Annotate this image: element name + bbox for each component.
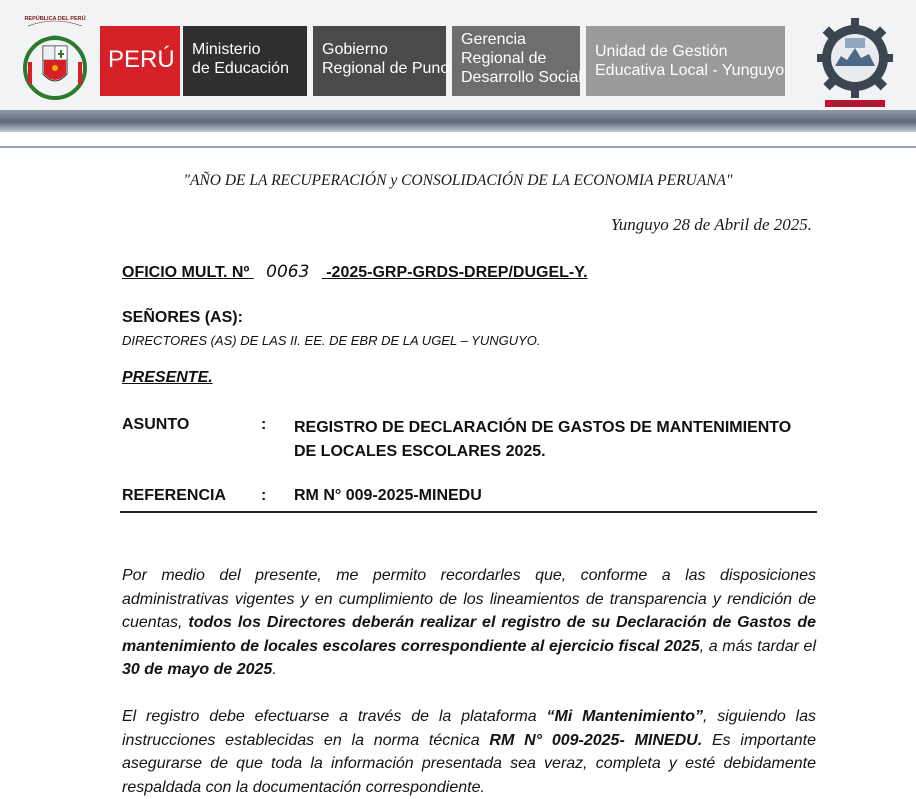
asunto-text: REGISTRO DE DECLARACIÓN DE GASTOS DE MANTENIMIENTO DE LOCALES ESCOLARES 2025. <box>294 419 792 460</box>
p1-text-b: todos los Directores deberán realizar el registro de su Declaración de Gastos de mantenimiento de locales escolares correspondiente al ejercicio fiscal 2025 <box>122 614 816 655</box>
peru-box <box>100 26 180 96</box>
ugel-box <box>586 26 785 96</box>
oficio-suffix: -2025-GRP-GRDS-DREP/DUGEL-Y. <box>326 264 588 281</box>
gerencia-line-1: Gerencia <box>461 31 526 48</box>
body-paragraph-2 <box>122 705 816 799</box>
ugel-gear-logo-icon <box>815 14 895 110</box>
crest-label: REPÚBLICA DEL PERÚ <box>24 16 86 22</box>
p2-text-a: El registro debe efectuarse a través de la plataforma <box>122 708 547 725</box>
presente-label: PRESENTE. <box>122 369 213 386</box>
p1-text-a: Por medio del presente, me permito recordarles que, conforme a las disposiciones administrativas vigentes y en cumplimiento de los lineamientos de transparencia y rendición de cuentas, <box>122 567 816 631</box>
ministerio-line-1: Ministerio <box>192 41 261 58</box>
referencia-colon: : <box>261 487 267 504</box>
p2-norm: RM N° 009-2025- MINEDU. <box>489 731 703 749</box>
oficio-prefix: OFICIO MULT. Nº <box>122 264 250 281</box>
gobierno-box <box>313 26 450 96</box>
gerencia-line-3: Desarrollo Social <box>461 69 582 86</box>
gerencia-box <box>452 26 580 96</box>
ugel-line-2: Educativa Local - Yunguyo <box>595 62 785 79</box>
letter-date: Yunguyo 28 de Abril de 2025. <box>610 215 812 234</box>
p1-text-c: , a más tardar el <box>699 637 816 655</box>
p1-text-e: . <box>272 661 277 678</box>
national-crest-icon <box>18 16 92 102</box>
gerencia-line-2: Regional de <box>461 50 547 67</box>
asunto-label: ASUNTO <box>122 416 190 433</box>
referencia-text: RM N° 009-2025-MINEDU <box>294 487 482 504</box>
ministerio-line-2: de Educación <box>192 60 289 77</box>
recipients-line: DIRECTORES (AS) DE LAS II. EE. DE EBR DE LA UGEL – YUNGUYO. <box>122 333 541 348</box>
p2-platform: “Mi Mantenimiento” <box>546 708 703 725</box>
oficio-reference <box>122 262 588 282</box>
p2-text-c: , siguiendo las instrucciones establecidas en la norma técnica <box>122 708 817 749</box>
year-motto: "AÑO DE LA RECUPERACIÓN y CONSOLIDACIÓN DE LA ECONOMIA PERUANA" <box>183 172 733 189</box>
ministerio-box <box>183 26 307 96</box>
oficio-number: 0063 <box>266 262 310 282</box>
gobierno-line-1: Gobierno <box>322 41 388 58</box>
referencia-divider <box>120 511 817 513</box>
peru-label: PERÚ <box>108 46 175 73</box>
body-paragraph-1 <box>122 564 816 682</box>
ugel-line-1: Unidad de Gestión <box>595 43 728 60</box>
referencia-label: REFERENCIA <box>122 487 227 504</box>
letterhead-band <box>0 110 916 132</box>
p2-text-e: Es importante asegurarse de que toda la información presentada sea veraz, completa y esté debidamente respaldada con la documentación correspondiente. <box>122 731 817 796</box>
recipients-heading: SEÑORES (AS): <box>122 309 243 326</box>
p1-deadline: 30 de mayo de 2025 <box>122 661 273 678</box>
letterhead-rule <box>0 146 916 148</box>
ugel-logo-label: REGIÓN · PUNO <box>831 102 879 108</box>
gobierno-line-2: Regional de Puno <box>322 60 450 77</box>
asunto-colon: : <box>261 416 267 433</box>
